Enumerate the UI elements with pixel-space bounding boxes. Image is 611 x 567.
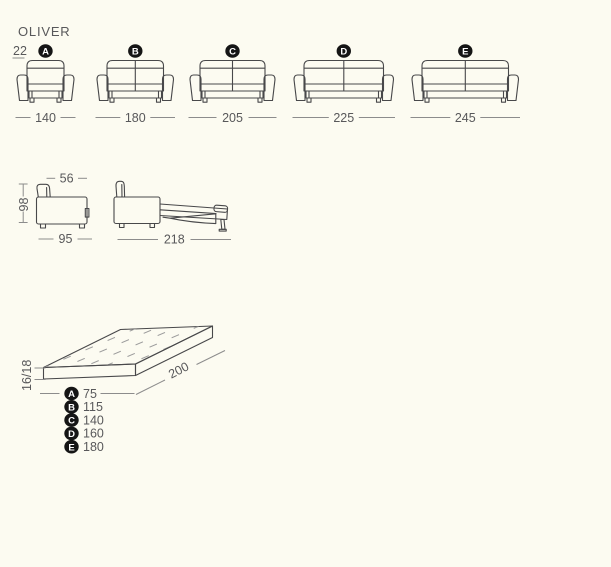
dim-width-a: 140 — [35, 110, 56, 125]
foot-left — [110, 98, 114, 102]
armrest-right — [383, 75, 394, 101]
foot-left — [203, 98, 207, 102]
foot-right — [57, 98, 61, 102]
mattress-view — [20, 326, 225, 395]
foot-right — [150, 224, 155, 228]
list-item-b — [64, 400, 103, 414]
list-item-d — [64, 427, 104, 441]
front-view-sofa-e — [411, 44, 521, 125]
size-badge-a-letter: A — [42, 46, 49, 58]
seat-cushion — [27, 84, 64, 91]
mattress-width-a: 75 — [83, 386, 97, 401]
size-badge-b-letter: B — [68, 402, 75, 414]
armrest-right — [264, 75, 275, 101]
foot-right — [80, 224, 85, 228]
armrest-left — [294, 75, 305, 101]
backrest-side — [37, 184, 50, 197]
list-item-a — [40, 387, 135, 401]
backrest-seam — [422, 61, 509, 91]
dim-dash — [136, 380, 165, 395]
size-badge-a-letter: A — [68, 389, 75, 401]
front-view-sofa-b — [96, 44, 176, 125]
bed-leg — [221, 220, 225, 230]
dim-dash — [197, 351, 226, 365]
size-badge-e-letter: E — [462, 46, 469, 58]
foot-left — [425, 98, 429, 102]
foot-right — [377, 98, 381, 102]
mattress-width-list — [40, 387, 135, 454]
front-view-sofa-c — [189, 44, 277, 125]
foot-left — [120, 224, 125, 228]
size-badge-d-letter: D — [68, 429, 75, 440]
list-item-c — [64, 413, 104, 427]
foot-right — [157, 98, 161, 102]
armrest-left — [17, 75, 28, 101]
armrest-right — [508, 75, 519, 101]
size-badge-c-letter: C — [229, 46, 236, 58]
mattress-width-e: 180 — [83, 440, 104, 454]
size-badge-c-letter: C — [68, 415, 75, 427]
dim-width-b: 180 — [124, 110, 146, 125]
sofa-base — [202, 91, 263, 98]
armrest-right — [63, 75, 74, 101]
page-number: 22 — [13, 44, 27, 58]
mattress-width-c: 140 — [83, 413, 104, 428]
size-badge-e-letter: E — [68, 442, 75, 454]
backrest-side — [116, 181, 125, 197]
foot-right — [258, 98, 262, 102]
backrest-seam — [107, 61, 164, 91]
bed-leg-foot — [219, 229, 226, 231]
sofa-base — [306, 91, 382, 98]
foot-left — [41, 224, 46, 228]
bed-mattress-line — [160, 210, 216, 214]
armrest-right — [163, 75, 174, 101]
dim-length: 200 — [166, 359, 192, 382]
foot-left — [307, 98, 311, 102]
dim-width-c: 205 — [222, 110, 243, 125]
mattress-width-d: 160 — [83, 426, 104, 441]
mattress-width-b: 115 — [83, 400, 103, 415]
product-title: OLIVER — [18, 24, 71, 39]
list-item-e — [64, 440, 104, 454]
front-view-sofa-d — [293, 44, 396, 125]
sofa-base — [424, 91, 507, 98]
dim-depth-closed: 95 — [58, 232, 73, 246]
sofa-backrest — [27, 61, 64, 85]
armrest-left — [412, 75, 423, 101]
foot-left — [30, 98, 34, 102]
backrest-seam — [200, 61, 265, 91]
dim-height: 98 — [17, 197, 31, 212]
dim-thickness: 16/18 — [20, 359, 34, 391]
foot-right — [502, 98, 506, 102]
dim-back-depth: 56 — [59, 171, 74, 186]
side-view-closed — [17, 171, 92, 246]
body-side — [37, 197, 88, 224]
body-side — [114, 197, 160, 224]
size-badge-b-letter: B — [131, 46, 139, 58]
mattress-quilting — [44, 326, 213, 368]
backrest-seam — [304, 61, 384, 91]
dim-width-d: 225 — [333, 110, 355, 125]
armrest-left — [190, 75, 201, 101]
sofa-base — [29, 91, 62, 98]
dim-depth-open: 218 — [163, 232, 185, 247]
size-badge-d-letter: D — [340, 46, 348, 58]
dim-width-e: 245 — [454, 110, 476, 125]
side-view-open — [114, 181, 231, 246]
armrest-left — [97, 75, 108, 101]
sofa-base — [109, 91, 162, 98]
